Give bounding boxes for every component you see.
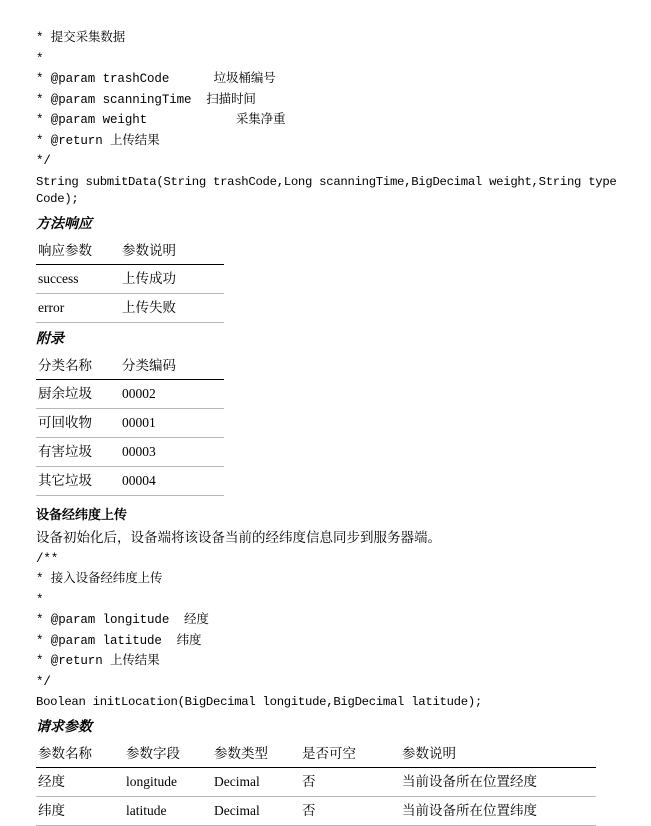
- table-row: [36, 264, 224, 293]
- section-title-request-params: 请求参数: [36, 720, 92, 735]
- comment-line: * @param scanningTime 扫描时间: [36, 92, 256, 107]
- method-signature-submit-data: String submitData(String trashCode,Long scanningTime,BigDecimal weight,String typeCode);: [36, 174, 617, 206]
- column-header-param-desc: 参数说明: [400, 741, 596, 768]
- comment-line: * 提交采集数据: [36, 31, 126, 45]
- cell-category-name: 可回收物: [36, 408, 120, 437]
- comment-line: *: [36, 51, 44, 66]
- cell-category-code: 00004: [120, 466, 224, 495]
- request-params-table: [36, 741, 596, 826]
- comment-line: * @param longitude 经度: [36, 613, 209, 627]
- table-row: [36, 466, 224, 495]
- column-header-response-param: 响应参数: [36, 238, 120, 265]
- cell-category-code: 00001: [120, 408, 224, 437]
- location-description: 设备初始化后，设备端将该设备当前的经纬度信息同步到服务器端。: [36, 529, 441, 545]
- comment-line: * @return 上传结果: [36, 654, 160, 668]
- cell-param-type: Decimal: [212, 768, 300, 797]
- comment-line: */: [36, 154, 51, 168]
- column-header-category-name: 分类名称: [36, 353, 120, 380]
- cell-param-desc: 当前设备所在位置纬度: [400, 797, 596, 826]
- cell-response-desc: 上传失败: [120, 293, 224, 322]
- section-title-appendix: 附录: [36, 331, 64, 347]
- table-row: [36, 379, 224, 408]
- response-table: [36, 238, 224, 323]
- comment-line: * 接入设备经纬度上传: [36, 572, 163, 586]
- cell-param-type: Decimal: [212, 797, 300, 826]
- column-header-response-desc: 参数说明: [120, 238, 224, 265]
- cell-response-param: success: [36, 264, 120, 293]
- cell-param-field: latitude: [124, 797, 212, 826]
- cell-param-field: longitude: [124, 768, 212, 797]
- column-header-param-type: 参数类型: [212, 741, 300, 768]
- cell-category-name: 厨余垃圾: [36, 379, 120, 408]
- cell-category-code: 00003: [120, 437, 224, 466]
- cell-response-desc: 上传成功: [120, 264, 224, 293]
- cell-param-desc: 当前设备所在位置经度: [400, 768, 596, 797]
- table-header-row: [36, 741, 596, 768]
- cell-category-name: 其它垃圾: [36, 466, 120, 495]
- cell-response-param: error: [36, 293, 120, 322]
- cell-param-name: 纬度: [36, 797, 124, 826]
- cell-param-nullable: 否: [300, 768, 400, 797]
- cell-param-name: 经度: [36, 768, 124, 797]
- comment-line: */: [36, 674, 51, 689]
- comment-line: * @return 上传结果: [36, 133, 160, 148]
- comment-line: /**: [36, 551, 59, 566]
- comment-line: *: [36, 592, 44, 607]
- table-row: [36, 293, 224, 322]
- comment-line: * @param latitude 纬度: [36, 633, 202, 648]
- table-header-row: [36, 353, 224, 380]
- column-header-param-name: 参数名称: [36, 741, 124, 768]
- appendix-table: [36, 353, 224, 496]
- column-header-param-field: 参数字段: [124, 741, 212, 768]
- column-header-param-nullable: 是否可空: [300, 741, 400, 768]
- table-row: [36, 408, 224, 437]
- table-row: [36, 797, 596, 826]
- section-title-method-response: 方法响应: [36, 216, 92, 232]
- section-title-location-upload: 设备经纬度上传: [36, 506, 128, 522]
- cell-category-code: 00002: [120, 379, 224, 408]
- column-header-category-code: 分类编码: [120, 353, 224, 380]
- cell-param-nullable: 否: [300, 797, 400, 826]
- cell-category-name: 有害垃圾: [36, 437, 120, 466]
- table-header-row: [36, 238, 224, 265]
- table-row: [36, 768, 596, 797]
- table-row: [36, 437, 224, 466]
- comment-line: * @param weight 采集净重: [36, 113, 286, 127]
- comment-line: * @param trashCode 垃圾桶编号: [36, 72, 276, 86]
- method-signature-init-location: Boolean initLocation(BigDecimal longitude,BigDecimal latitude);: [36, 695, 482, 709]
